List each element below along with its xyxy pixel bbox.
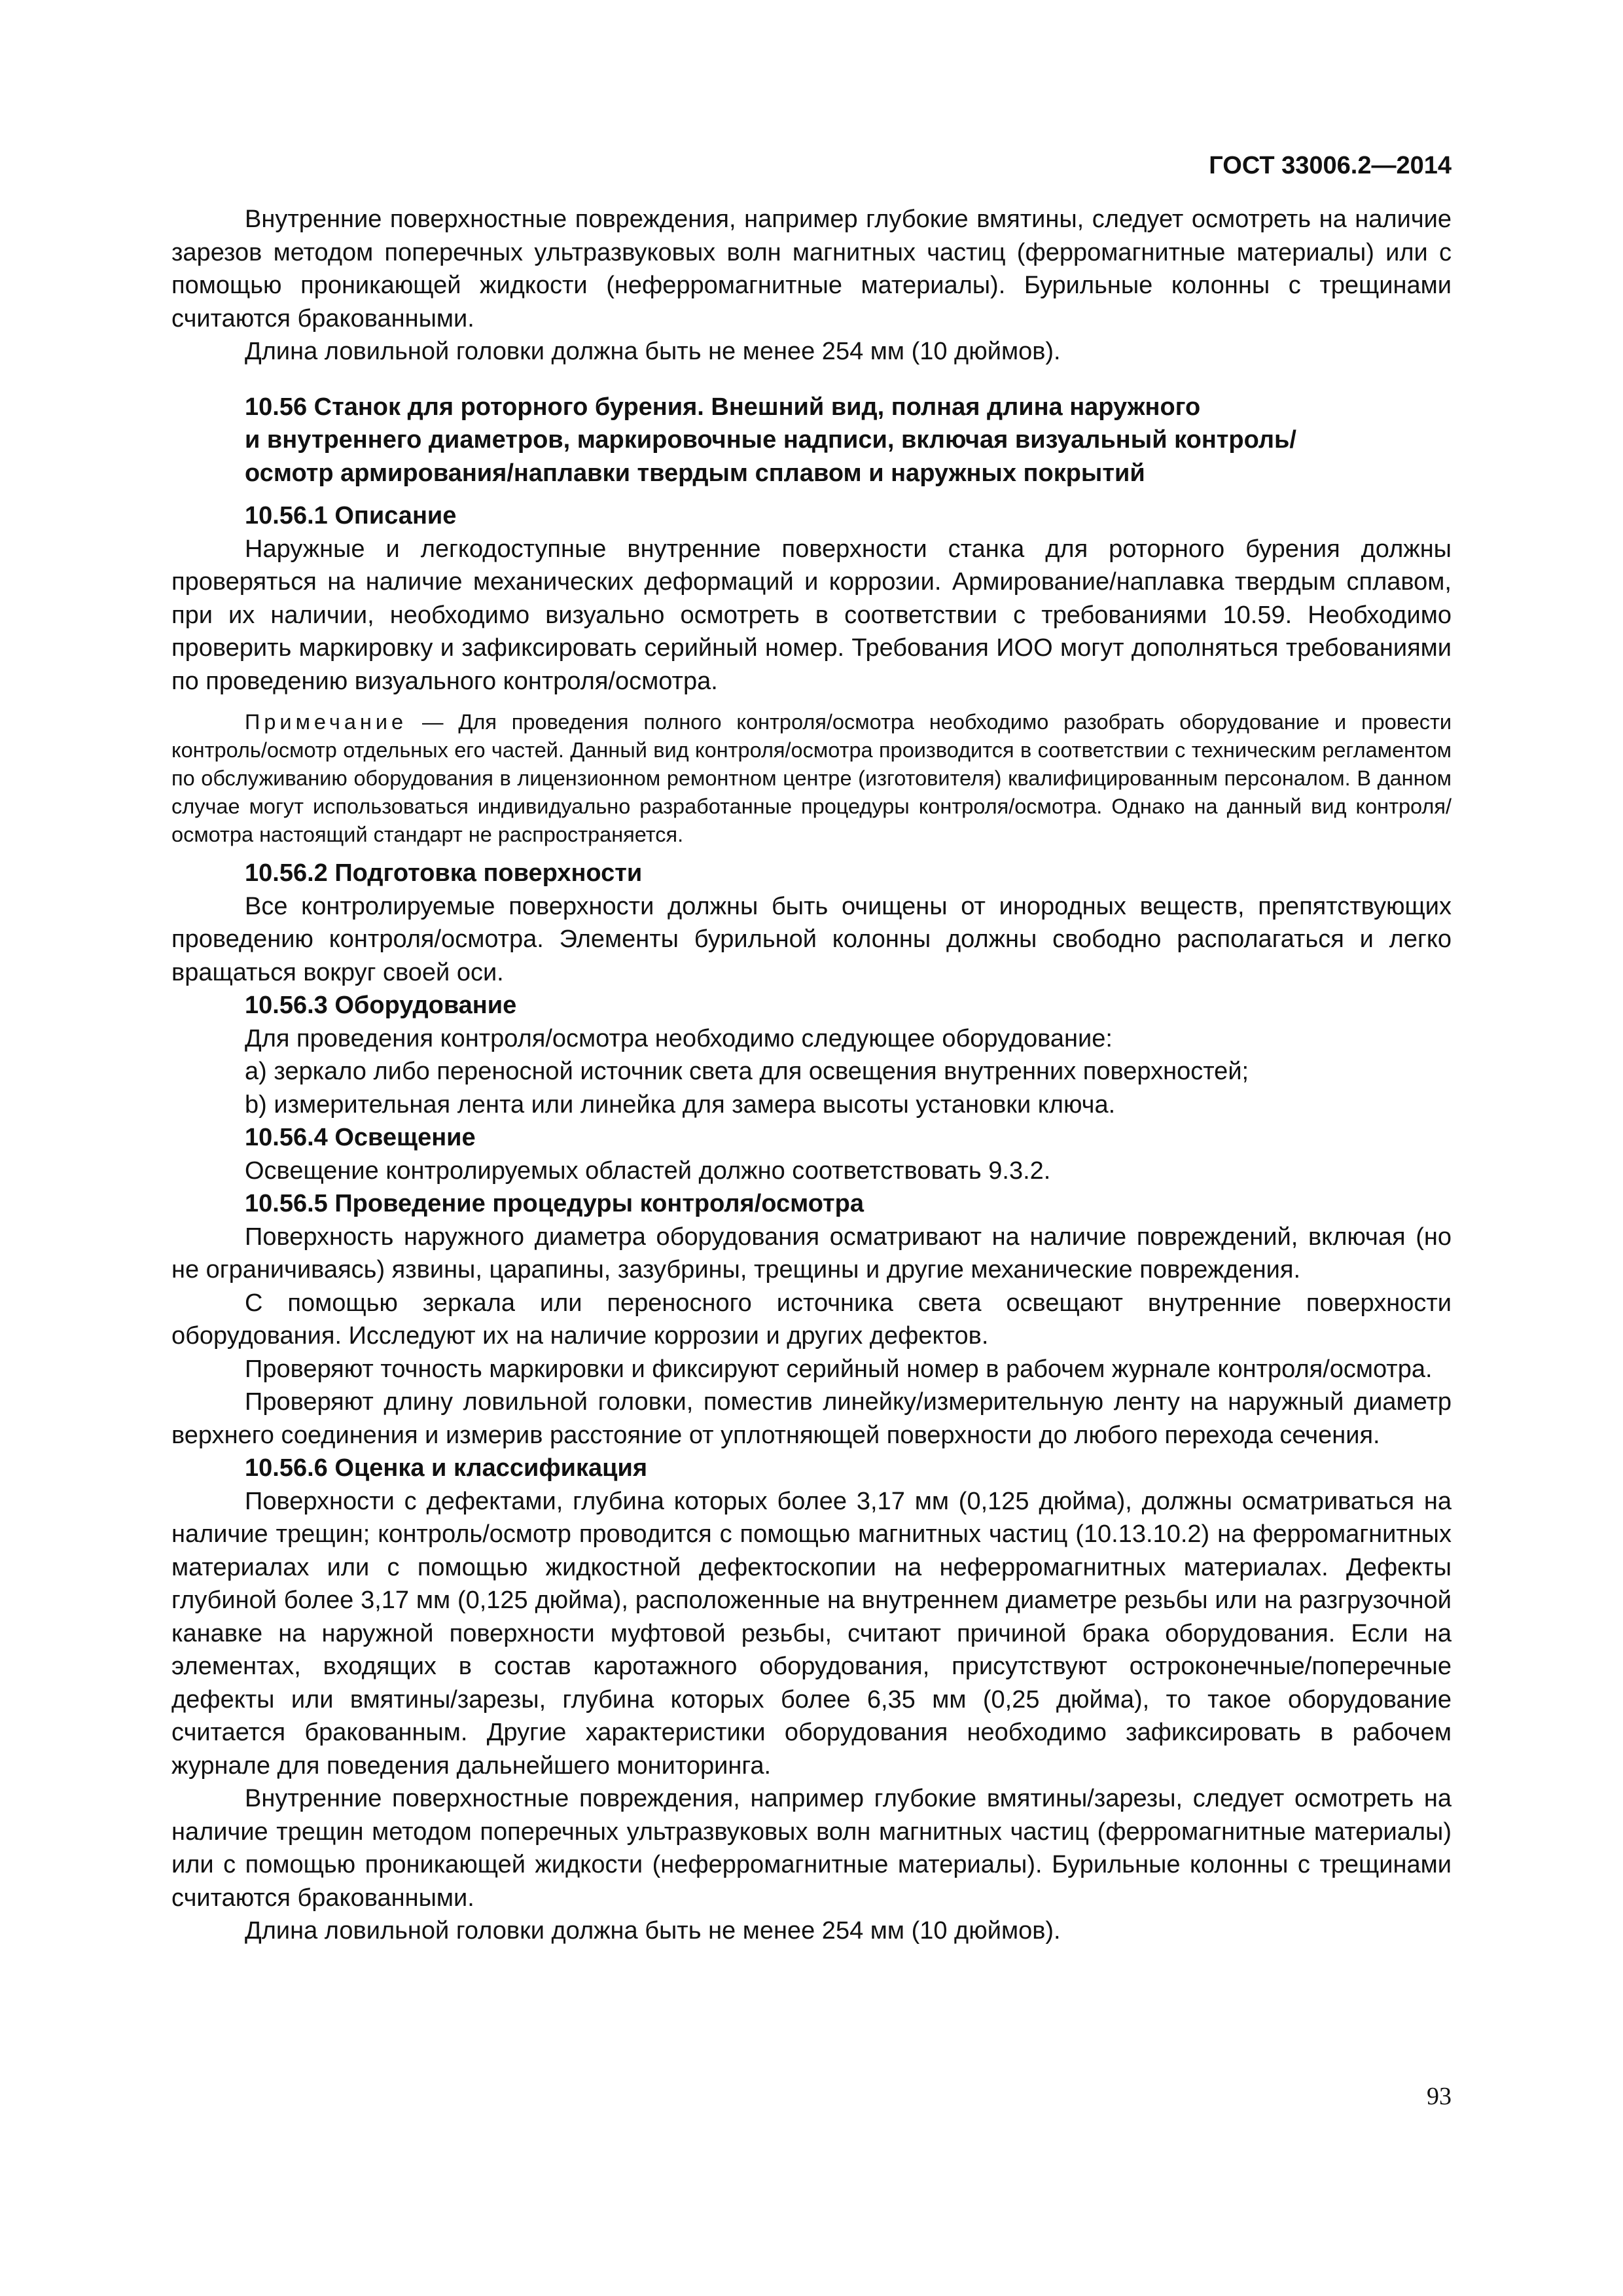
page-number: 93 bbox=[1427, 2083, 1452, 2110]
paragraph: Для проведения контроля/осмотра необходимо следующее оборудование: bbox=[245, 1024, 1113, 1052]
subsection-heading: 10.56.3 Оборудование bbox=[245, 992, 517, 1019]
paragraph: Внутренние поверхностные повреждения, например глубокие вмятины, следует осмотреть на наличие зарезов методом поперечных ультразвуковых волн магнитных частиц (ферромагнитные материалы) или с помощью проникающей жидкости (неферромагнитные материалы). Бурильные колонны с трещинами считаются бракованными. bbox=[171, 206, 1452, 332]
list-item: a) зеркало либо переносной источник света для освещения внутренних поверхностей; bbox=[245, 1058, 1249, 1085]
section-title bbox=[171, 391, 1452, 490]
paragraph: Проверяют длину ловильной головки, поместив линейку/измерительную ленту на наружный диаметр верхнего соединения и измерив расстояние от уплотняющей поверхности до любого перехода сечения. bbox=[171, 1388, 1452, 1449]
subsection-heading: 10.56.5 Проведение процедуры контроля/осмотра bbox=[245, 1190, 864, 1217]
paragraph: Поверхность наружного диаметра оборудования осматривают на наличие повреждений, включая (но не ограничиваясь) язвины, царапины, зазубрины, трещины и другие механические повреждения. bbox=[171, 1223, 1452, 1283]
paragraph: Длина ловильной головки должна быть не менее 254 мм (10 дюймов). bbox=[245, 338, 1061, 365]
document-code: ГОСТ 33006.2—2014 bbox=[1209, 152, 1452, 179]
note-label: Примечание bbox=[245, 710, 408, 734]
section-title-line: и внутреннего диаметров, маркировочные надписи, включая визуальный контроль/ bbox=[245, 426, 1296, 454]
paragraph: Все контролируемые поверхности должны быть очищены от инородных веществ, препятствующих проведению контроля/осмотра. Элементы бурильной колонны должны свободно располагаться и легко вращаться вокруг своей оси. bbox=[171, 892, 1452, 986]
subsection-heading: 10.56.6 Оценка и классификация bbox=[245, 1454, 648, 1482]
paragraph: Наружные и легкодоступные внутренние поверхности станка для роторного бурения должны проверяться на наличие механических деформаций и коррозии. Армирование/наплавка твердым сплавом, при их наличии, необходимо визуально осмотреть в соответствии с требованиями 10.59. Необходимо проверить маркировку и зафиксировать серийный номер. Требования ИОО могут дополняться требованиями по проведению визуального контроля/осмотра. bbox=[171, 535, 1452, 695]
paragraph: Внутренние поверхностные повреждения, например глубокие вмятины/зарезы, следует осмотреть на наличие трещин методом поперечных ультразвуковых волн магнитных частиц (ферромагнитные материалы) или с помощью проникающей жидкости (неферромагнитные материалы). Бурильные колонны с трещинами считаются бракованными. bbox=[171, 1785, 1452, 1912]
paragraph: Поверхности с дефектами, глубина которых более 3,17 мм (0,125 дюйма), должны осматриваться на наличие трещин; контроль/осмотр проводится с помощью магнитных частиц (10.13.10.2) на ферромагнитных материалах или с помощью жидкостной дефектоскопии на неферромагнитных материалах. Дефекты глубиной более 3,17 мм (0,125 дюйма), расположенные на внутреннем диаметре резьбы или на разгрузочной канавке на наружной поверхности муфтовой резьбы, считают причиной брака оборудования. Если на элементах, входящих в состав каротажного оборудования, присутствуют остроконечные/поперечные дефекты или вмятины/зарезы, глубина которых более 6,35 мм (0,25 дюйма), то такое оборудование считается бракованным. Другие характеристики оборудования необходимо зафиксировать в рабочем журнале для поведения дальнейшего мониторинга. bbox=[171, 1487, 1452, 1780]
paragraph: С помощью зеркала или переносного источника света освещают внутренние поверхности оборудования. Исследуют их на наличие коррозии и других дефектов. bbox=[171, 1289, 1452, 1350]
section-title-line: осмотр армирования/наплавки твердым сплавом и наружных покрытий bbox=[245, 459, 1145, 487]
paragraph: Длина ловильной головки должна быть не менее 254 мм (10 дюймов). bbox=[245, 1917, 1061, 1945]
paragraph: Проверяют точность маркировки и фиксируют серийный номер в рабочем журнале контроля/осмотра. bbox=[245, 1355, 1433, 1383]
note bbox=[171, 708, 1452, 849]
section-title-line: 10.56 Станок для роторного бурения. Внешний вид, полная длина наружного bbox=[245, 393, 1201, 421]
subsection-heading: 10.56.4 Освещение bbox=[245, 1124, 476, 1151]
paragraph: Освещение контролируемых областей должно соответствовать 9.3.2. bbox=[245, 1157, 1051, 1185]
subsection-heading: 10.56.1 Описание bbox=[245, 502, 457, 529]
note-text: — Для проведения полного контроля/осмотра необходимо разобрать оборудование и провести контроль/осмотр отдельных его частей. Данный вид контроля/осмотра производится в соответствии с техническим регламентом по обслуживанию оборудования в лицензионном ремонтном центре (изготовителя) квалифицированным персоналом. В данном случае могут использоваться индивидуально разработанные процедуры контроля/осмотра. Однако на данный вид контроля/осмотра настоящий стандарт не распространяется. bbox=[171, 710, 1452, 846]
list-item: b) измерительная лента или линейка для замера высоты установки ключа. bbox=[245, 1090, 1116, 1119]
subsection-heading: 10.56.2 Подготовка поверхности bbox=[245, 859, 643, 887]
